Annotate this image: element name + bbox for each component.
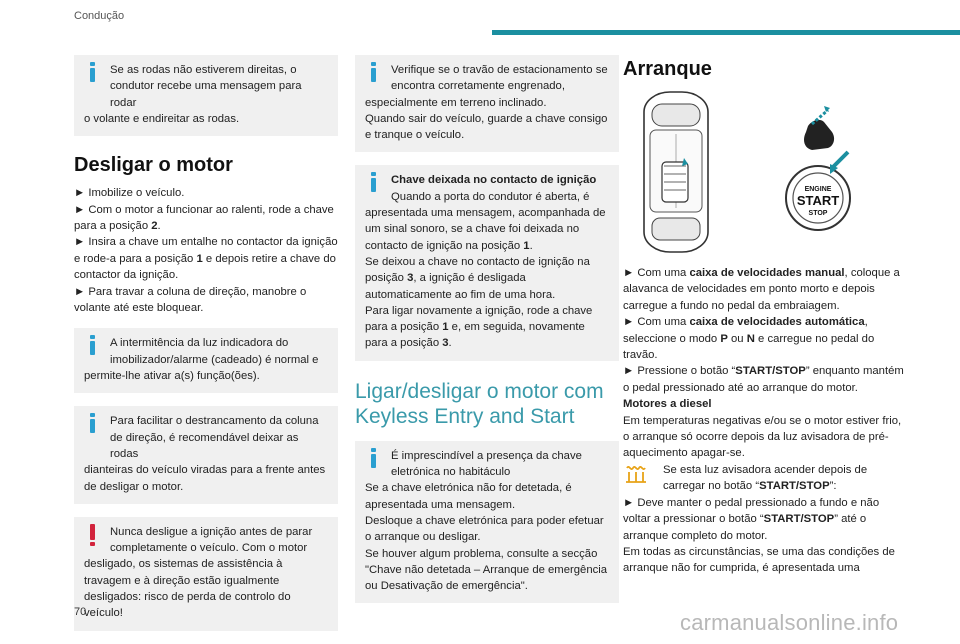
info-box-title: Chave deixada no contacto de ignição	[391, 174, 597, 187]
info-box-keyless	[355, 441, 619, 604]
step-3: ► Insira a chave um entalhe no contactor da ignição e rode-a para a posição 1 e depois retire a chave do contactor da ignição.	[74, 236, 338, 282]
start-step-manual: ► Com uma caixa de velocidades manual, coloque a alavanca de velocidades em ponto morto e depois carregue a fundo no pedal da embraiagem.	[623, 267, 900, 312]
diesel-title: Motores a diesel	[623, 398, 712, 411]
start-step-automatic: ► Com uma caixa de velocidades automática, seleccione o modo P ou N e carregue no pedal do travão.	[623, 316, 875, 362]
header-title: Condução	[74, 10, 125, 22]
info-box-text: É imprescindível a presença da chave eletrónica no habitáculo	[391, 449, 582, 479]
glow-plug-note: Se esta luz avisadora acender depois de carregar no botão “START/STOP”:	[623, 462, 907, 495]
info-box-steering-lock	[74, 406, 338, 503]
info-box-text-rest: Se a chave eletrónica não for detetada, é apresentada uma mensagem.	[365, 482, 572, 511]
info-box-text-rest: Se houver algum problema, consulte a secção "Chave não detetada – Arranque de emergência ou Desativação de emergência".	[365, 547, 608, 593]
info-box-wheels	[74, 55, 338, 136]
start-illustration	[638, 90, 878, 255]
glow-plug-warning-icon	[623, 462, 649, 486]
info-icon	[371, 62, 376, 84]
info-box-text-rest: permite-lhe ativar a(s) função(ões).	[84, 370, 260, 383]
step-4: ► Para travar a coluna de direção, manobre o volante até este bloquear.	[74, 285, 307, 315]
info-box-parking-brake	[355, 55, 619, 152]
section-heading-stop-engine: Desligar o motor	[74, 154, 233, 177]
info-box-key-left	[355, 165, 619, 360]
info-box-immobiliser	[74, 328, 338, 393]
info-box-text: Verifique se o travão de estacionamento se encontra corretamente engrenado,	[391, 64, 608, 93]
section-heading-start: Arranque	[623, 58, 712, 80]
info-box-text: Se as rodas não estiverem direitas, o condutor recebe uma mensagem para rodar	[110, 64, 302, 109]
svg-text:ENGINE: ENGINE	[804, 186, 832, 193]
start-stop-button-icon	[786, 152, 850, 230]
car-key-illustration	[638, 90, 878, 255]
info-icon	[90, 335, 95, 357]
info-icon	[371, 448, 376, 470]
svg-text:START: START	[796, 193, 840, 208]
column-3	[623, 55, 907, 89]
page-number: 70	[74, 606, 87, 618]
info-box-text-rest: Se deixou a chave no contacto de ignição na posição 3, a ignição é desligada automaticamente ao fim de uma hora.	[365, 255, 590, 301]
column-1	[74, 55, 338, 644]
warning-icon	[90, 524, 95, 546]
info-box-text-rest: dianteiras do veículo viradas para a frente antes de desligar o motor.	[84, 464, 326, 493]
info-box-text: A intermitência da luz indicadora do imobilizador/alarme (cadeado) é normal e	[110, 337, 319, 366]
info-box-text-rest: especialmente em terreno inclinado.	[365, 96, 547, 109]
watermark: carmanualsonline.info	[680, 610, 899, 635]
info-box-text-rest: apresentada uma mensagem, acompanhada de um sinal sonoro, se a chave foi deixada no contacto de ignição na posição 1.	[365, 207, 606, 252]
hand-press-icon	[804, 106, 834, 150]
car-top-view-icon	[644, 92, 708, 252]
info-box-text: Quando a porta do condutor é aberta, é	[391, 190, 590, 203]
warning-box-text-rest: desligado, os sistemas de assistência à travagem e à direção estão igualmente desligados: risco de perda de controlo do veículo!	[84, 558, 291, 620]
stop-engine-steps	[74, 185, 338, 316]
info-box-text-rest: Para ligar novamente a ignição, rode a chave para a posição 1 e, em seguida, novamente para a posição 3.	[365, 304, 593, 350]
info-icon	[371, 172, 376, 194]
info-box-text-rest: Desloque a chave eletrónica para poder efetuar o arranque ou desligar.	[365, 514, 604, 544]
warning-box-ignition	[74, 517, 338, 631]
info-box-text-rest: o volante e endireitar as rodas.	[84, 112, 240, 125]
warning-box-text: Nunca desligue a ignição antes de parar completamente o veículo. Com o motor	[110, 525, 313, 555]
column-3-text	[623, 265, 907, 577]
info-box-text: Para facilitar o destrancamento da coluna de direção, é recomendável deixar as rodas	[110, 415, 319, 460]
header-accent-bar	[492, 30, 960, 35]
info-box-text-rest: Quando sair do veículo, guarde a chave consigo e tranque o veículo.	[365, 112, 608, 142]
step-2: ► Com o motor a funcionar ao ralenti, rode a chave para a posição 2.	[74, 203, 334, 232]
info-icon	[90, 413, 95, 435]
info-icon	[90, 62, 95, 84]
section-heading-keyless: Ligar/desligar o motor com Keyless Entry and Start	[355, 379, 604, 428]
start-step-hold: ► Deve manter o pedal pressionado a fundo e não voltar a pressionar o botão “START/STOP” até o arranque completo do motor.	[623, 496, 880, 542]
start-conditions-text: Em todas as circunstâncias, se uma das condições de arranque não for cumprida, é apresentada uma	[623, 545, 895, 575]
start-step-press: ► Pressione o botão “START/STOP” enquanto mantém o pedal pressionado até ao arranque do motor.	[623, 365, 904, 394]
svg-text:STOP: STOP	[808, 210, 828, 217]
diesel-text: Em temperaturas negativas e/ou se o motor estiver frio, o arranque só ocorre depois da luz avisadora de pré-aquecimento apagar-se.	[623, 414, 902, 460]
step-1: ► Imobilize o veículo.	[74, 187, 185, 200]
column-2	[355, 55, 619, 616]
